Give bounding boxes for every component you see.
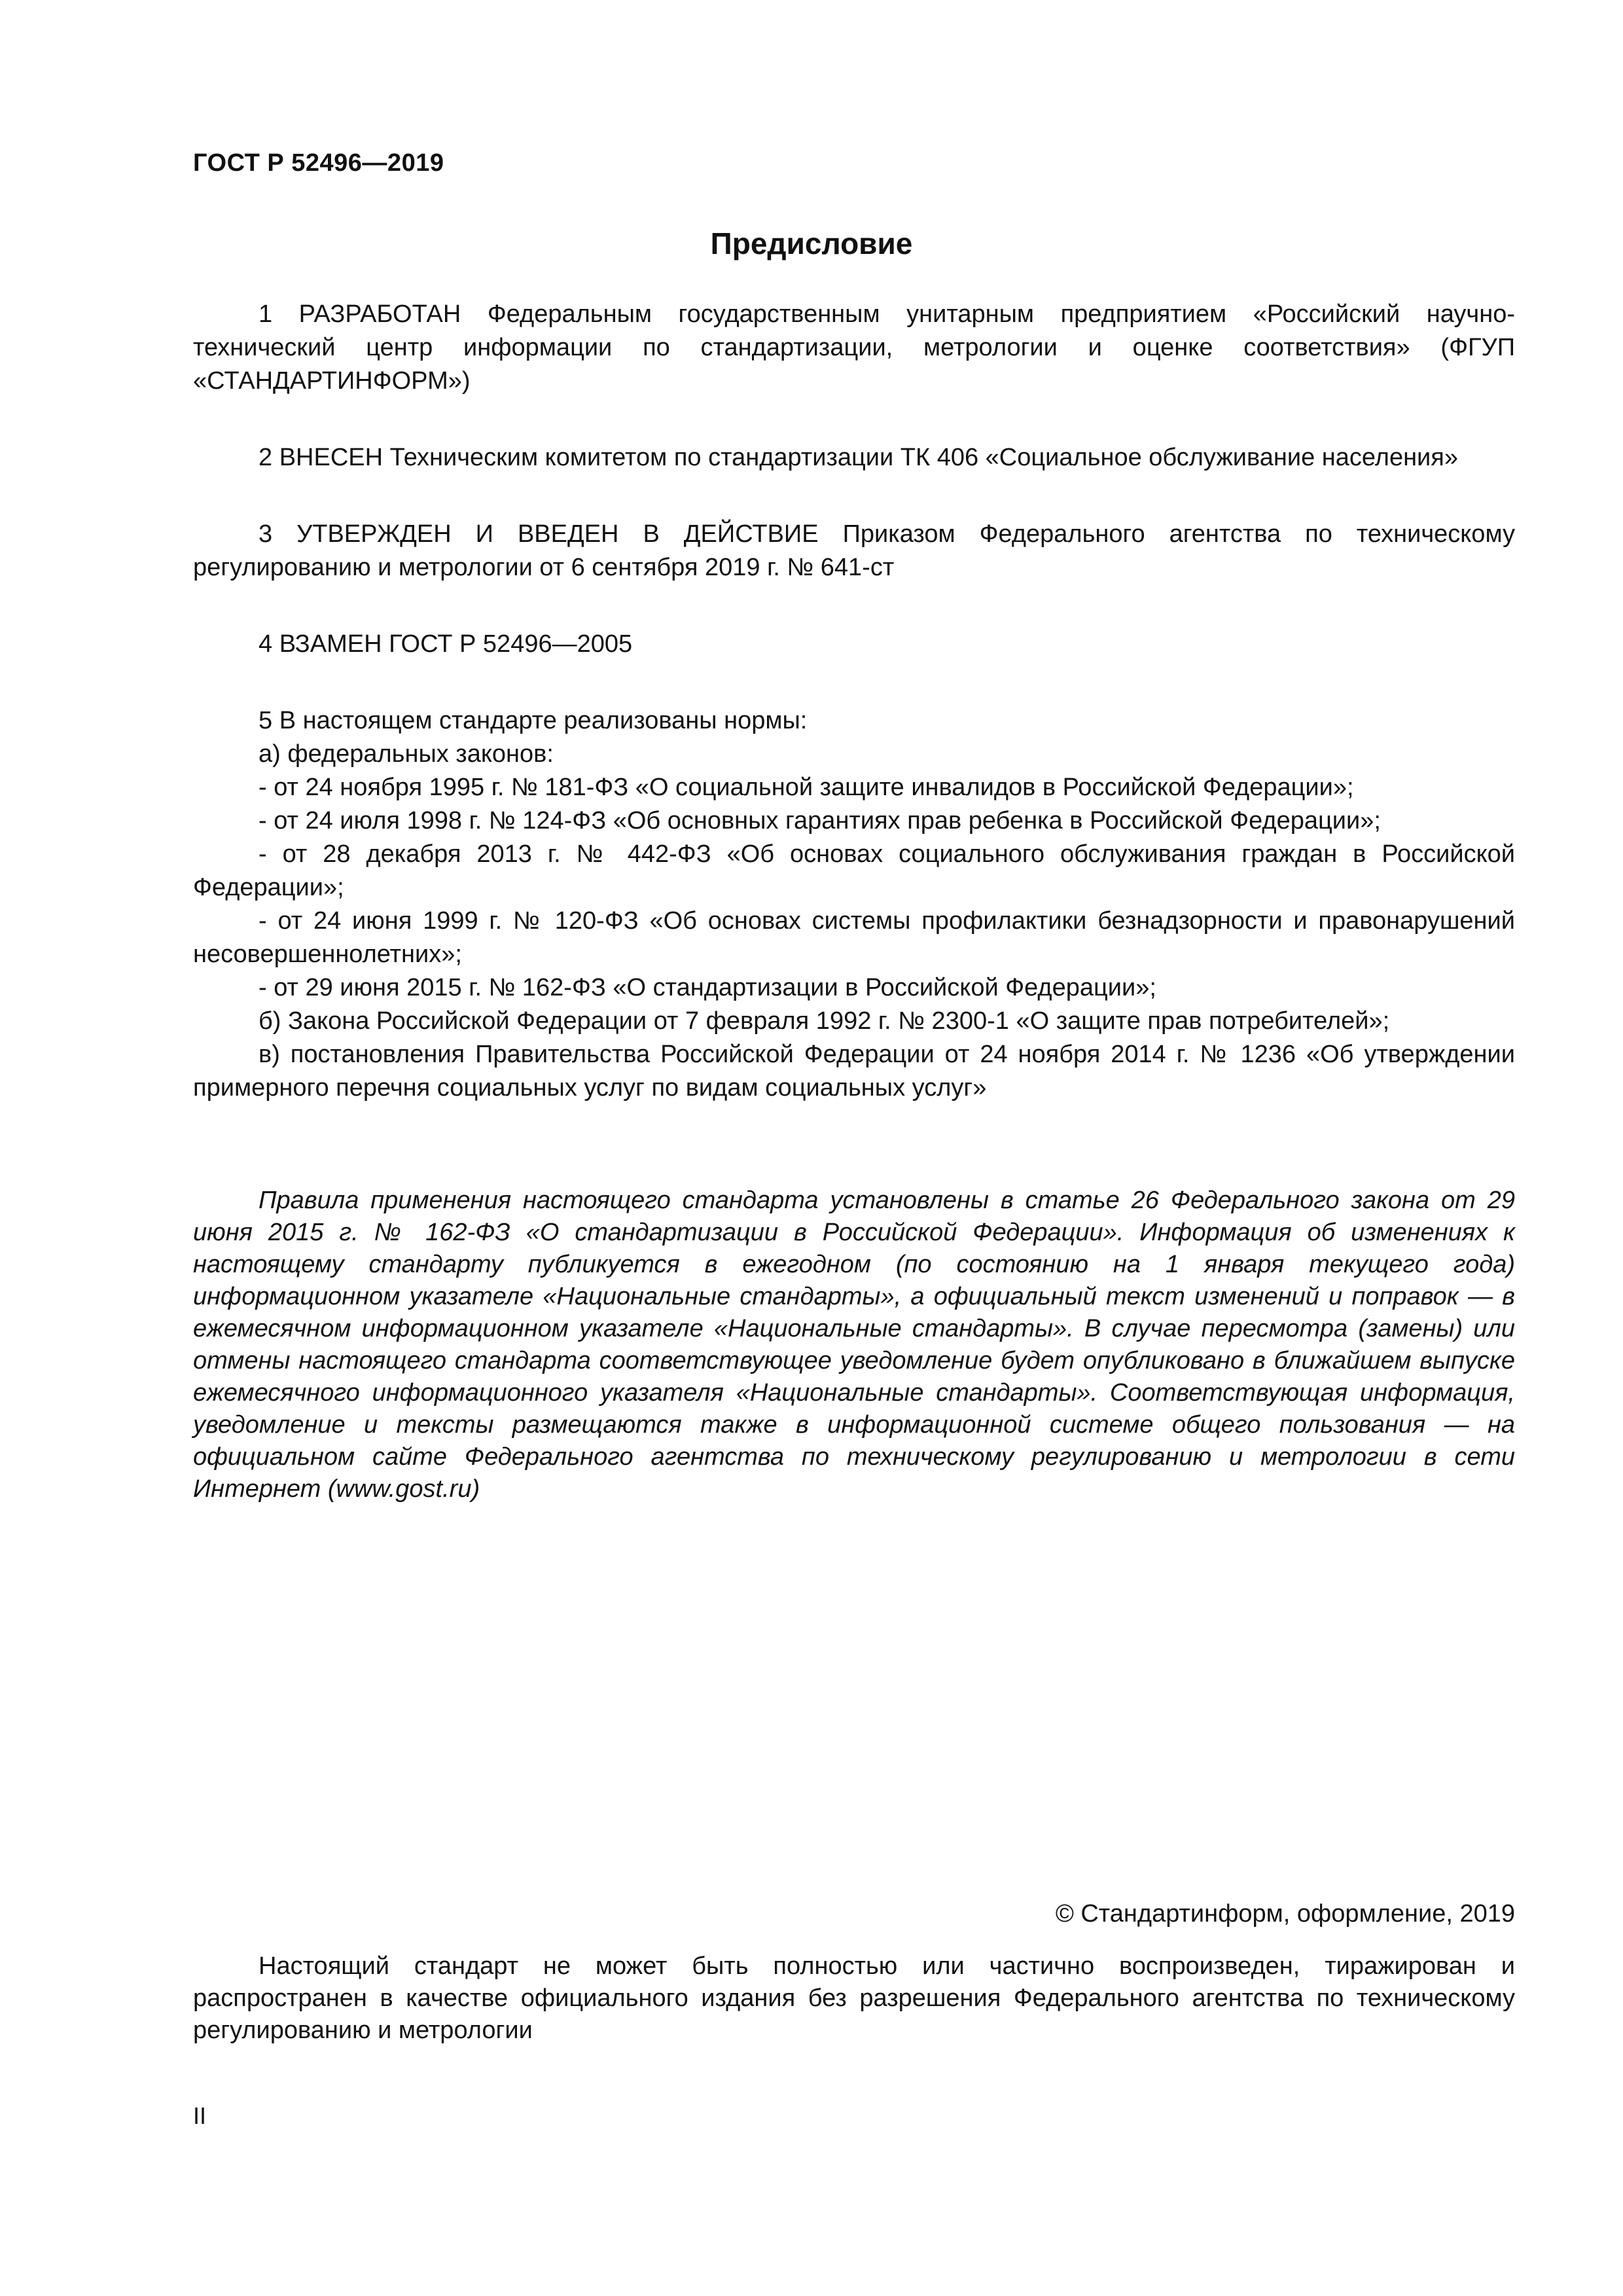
norm-line: - от 24 июля 1998 г. № 124-ФЗ «Об основных гарантиях прав ребенка в Российской Федерации»;: [259, 807, 1381, 834]
reproduction-notice: Настоящий стандарт не может быть полностью или частично воспроизведен, тиражирован и распространен в качестве официального издания без разрешения Федерального агентства по техническому регулированию и метрологии: [193, 1952, 1515, 2044]
preface-item-4: 4 ВЗАМЕН ГОСТ Р 52496—2005: [259, 630, 633, 658]
preface-item-5: [193, 704, 1515, 1105]
norm-line: б) Закона Российской Федерации от 7 февраля 1992 г. № 2300-1 «О защите прав потребителей»;: [259, 1007, 1390, 1035]
item-5-intro: 5 В настоящем стандарте реализованы нормы:: [259, 707, 808, 734]
norm-line: в) постановления Правительства Российской Федерации от 24 ноября 2014 г. № 1236 «Об утверждении примерного перечня социальных услуг по видам социальных услуг»: [193, 1041, 1515, 1102]
norm-line: - от 28 декабря 2013 г. № 442-ФЗ «Об основах социального обслуживания граждан в Российской Федерации»;: [193, 840, 1515, 901]
norm-line: а) федеральных законов:: [259, 740, 554, 768]
preface-item-3: 3 УТВЕРЖДЕН И ВВЕДЕН В ДЕЙСТВИЕ Приказом Федерального агентства по техническому регулированию и метрологии от 6 сентября 2019 г. № 641-ст: [193, 520, 1515, 581]
page-number: II: [193, 2102, 207, 2129]
preface-item-2: 2 ВНЕСЕН Техническим комитетом по стандартизации ТК 406 «Социальное обслуживание населения»: [259, 444, 1458, 471]
preface-item-1: 1 РАЗРАБОТАН Федеральным государственным унитарным предприятием «Российский научно-технический центр информации по стандартизации, метрологии и оценке соответствия» (ФГУП «СТАНДАРТИНФОРМ»): [193, 300, 1515, 395]
preface-body: [193, 298, 1515, 1105]
copyright-line: © Стандартинформ, оформление, 2019: [1055, 1900, 1515, 1928]
page-title: Предисловие: [710, 226, 913, 260]
standard-code: ГОСТ Р 52496—2019: [193, 149, 444, 177]
norm-line: - от 24 июня 1999 г. № 120-ФЗ «Об основах системы профилактики безнадзорности и правонарушений несовершеннолетних»;: [193, 907, 1515, 968]
application-rules-note: Правила применения настоящего стандарта установлены в статье 26 Федерального закона от 29 июня 2015 г. № 162-ФЗ «О стандартизации в Российской Федерации». Информация об изменениях к настоящему стандарту публикуется в ежегодном (по состоянию на 1 января текущего года) информационном указателе «Национальные стандарты», а официальный текст изменений и поправок — в ежемесячном информационном указателе «Национальные стандарты». В случае пересмотра (замены) или отмены настоящего стандарта соответствующее уведомление будет опубликовано в ближайшем выпуске ежемесячного информационного указателя «Национальные стандарты». Соответствующая информация, уведомление и тексты размещаются также в информационной системе общего пользования — на официальном сайте Федерального агентства по техническому регулированию и метрологии в сети Интернет (www.gost.ru): [193, 1187, 1515, 1503]
norm-line: - от 24 ноября 1995 г. № 181-ФЗ «О социальной защите инвалидов в Российской Федерации»;: [259, 774, 1354, 801]
norm-line: - от 29 июня 2015 г. № 162-ФЗ «О стандартизации в Российской Федерации»;: [259, 974, 1156, 1001]
